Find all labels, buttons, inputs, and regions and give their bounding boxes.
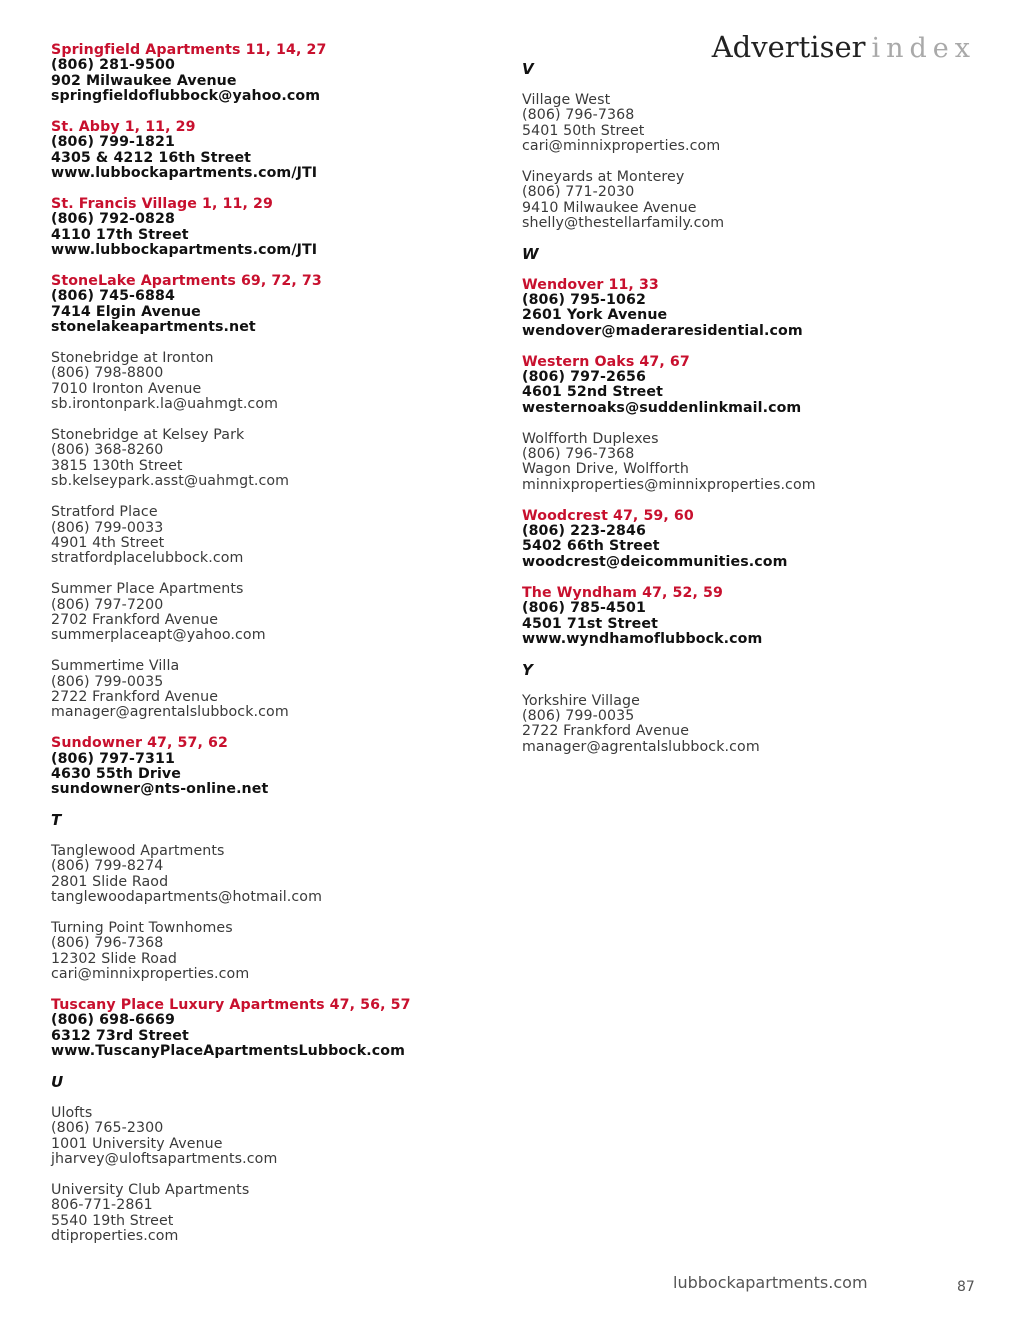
advertiser-contact[interactable]: www.lubbockapartments.com/JTI (51, 165, 318, 182)
advertiser-name: St. Francis Village 1, 11, 29 (51, 196, 273, 213)
advertiser-phone: (806) 796-7368 (522, 107, 635, 124)
header-title: Advertiser (711, 30, 866, 64)
advertiser-contact[interactable]: minnixproperties@minnixproperties.com (522, 476, 816, 493)
advertiser-address: 7010 Ironton Avenue (51, 380, 202, 397)
advertiser-name: St. Abby 1, 11, 29 (51, 119, 196, 136)
section-letter-u: U (51, 1073, 64, 1091)
advertiser-contact[interactable]: summerplaceapt@yahoo.com (51, 627, 266, 644)
advertiser-address: 5401 50th Street (522, 122, 645, 139)
advertiser-contact[interactable]: stratfordplacelubbock.com (51, 550, 244, 567)
advertiser-phone: (806) 795-1062 (522, 292, 646, 309)
advertiser-entry (51, 197, 491, 259)
advertiser-contact[interactable]: springfieldoflubbock@yahoo.com (51, 88, 321, 105)
advertiser-phone: (806) 799-0035 (51, 673, 164, 690)
advertiser-phone: (806) 799-1821 (51, 134, 175, 151)
advertiser-address: 902 Milwaukee Avenue (51, 72, 237, 89)
page-header (712, 30, 976, 64)
advertiser-phone: (806) 223-2846 (522, 523, 646, 540)
advertiser-phone: (806) 368-8260 (51, 442, 164, 459)
advertiser-name: Vineyards at Monterey (522, 168, 685, 185)
advertiser-contact[interactable]: tanglewoodapartments@hotmail.com (51, 889, 323, 906)
advertiser-name: Springfield Apartments 11, 14, 27 (51, 42, 327, 58)
advertiser-entry (51, 659, 491, 721)
advertiser-address: 6312 73rd Street (51, 1027, 189, 1044)
advertiser-entry (51, 1106, 491, 1168)
advertiser-address: 9410 Milwaukee Avenue (522, 199, 697, 216)
advertiser-name: Stratford Place (51, 504, 158, 521)
advertiser-contact[interactable]: www.lubbockapartments.com/JTI (51, 242, 318, 259)
section-letter-t: T (51, 811, 62, 830)
advertiser-phone: 806-771-2861 (51, 1197, 153, 1214)
advertiser-phone: (806) 797-2656 (522, 369, 646, 386)
advertiser-address: 4630 55th Drive (51, 765, 181, 782)
advertiser-phone: (806) 785-4501 (522, 600, 646, 617)
page-number: 87 (957, 1279, 975, 1295)
advertiser-address: 2801 Slide Raod (51, 873, 169, 890)
advertiser-address: 12302 Slide Road (51, 950, 177, 967)
section-y (522, 694, 962, 756)
advertiser-address: 2722 Frankford Avenue (51, 688, 219, 705)
advertiser-address: 4501 71st Street (522, 615, 658, 632)
advertiser-contact[interactable]: sundowner@nts-online.net (51, 781, 269, 798)
advertiser-name: Tanglewood Apartments (51, 842, 225, 859)
advertiser-entry (522, 432, 962, 494)
advertiser-name: University Club Apartments (51, 1181, 250, 1198)
advertiser-contact[interactable]: cari@minnixproperties.com (522, 138, 721, 155)
advertiser-address: Wagon Drive, Wolfforth (522, 461, 689, 478)
left-column (51, 43, 491, 1260)
advertiser-address: 5402 66th Street (522, 538, 660, 555)
advertiser-name: Ulofts (51, 1104, 93, 1121)
advertiser-contact[interactable]: stonelakeapartments.net (51, 319, 256, 336)
section-t (51, 844, 491, 1060)
advertiser-name: Stonebridge at Kelsey Park (51, 427, 245, 444)
advertiser-contact[interactable]: jharvey@uloftsapartments.com (51, 1151, 278, 1168)
advertiser-phone: (806) 745-6884 (51, 288, 175, 305)
right-column (522, 62, 962, 771)
advertiser-contact[interactable]: cari@minnixproperties.com (51, 966, 250, 983)
advertiser-phone: (806) 698-6669 (51, 1012, 175, 1029)
advertiser-address: 4305 & 4212 16th Street (51, 149, 252, 166)
advertiser-name: StoneLake Apartments 69, 72, 73 (51, 273, 322, 290)
advertiser-address: 7414 Elgin Avenue (51, 303, 201, 320)
advertiser-entry (51, 736, 491, 798)
advertiser-phone: (806) 797-7311 (51, 750, 175, 767)
advertiser-name: Wendover 11, 33 (522, 276, 659, 293)
advertiser-entry (522, 93, 962, 155)
advertiser-entry (51, 428, 491, 490)
advertiser-address: 2601 York Avenue (522, 307, 668, 324)
advertiser-contact[interactable]: manager@agrentalslubbock.com (522, 738, 760, 755)
advertiser-contact[interactable]: manager@agrentalslubbock.com (51, 704, 289, 721)
advertiser-phone: (806) 798-8800 (51, 365, 164, 382)
advertiser-contact[interactable]: shelly@thestellarfamily.com (522, 215, 725, 232)
advertiser-phone: (806) 281-9500 (51, 57, 175, 74)
advertiser-entry (51, 274, 491, 336)
advertiser-address: 2722 Frankford Avenue (522, 723, 690, 740)
advertiser-phone: (806) 765-2300 (51, 1120, 164, 1137)
advertiser-entry (522, 586, 962, 648)
advertiser-entry (51, 43, 491, 105)
section-s (51, 43, 491, 798)
advertiser-entry (522, 509, 962, 571)
advertiser-contact[interactable]: wendover@maderaresidential.com (522, 322, 803, 339)
footer-url: lubbockapartments.com (673, 1273, 868, 1292)
advertiser-phone: (806) 792-0828 (51, 211, 175, 228)
advertiser-name: Stonebridge at Ironton (51, 350, 214, 367)
advertiser-name: The Wyndham 47, 52, 59 (522, 584, 723, 601)
advertiser-contact[interactable]: westernoaks@suddenlinkmail.com (522, 399, 802, 416)
advertiser-name: Turning Point Townhomes (51, 919, 233, 936)
header-subtitle: index (871, 33, 976, 64)
advertiser-address: 3815 130th Street (51, 457, 183, 474)
advertiser-phone: (806) 771-2030 (522, 184, 635, 201)
advertiser-name: Village West (522, 91, 611, 108)
advertiser-entry (522, 355, 962, 417)
advertiser-name: Sundowner 47, 57, 62 (51, 735, 228, 752)
advertiser-contact[interactable]: sb.irontonpark.la@uahmgt.com (51, 396, 279, 413)
advertiser-contact[interactable]: www.wyndhamoflubbock.com (522, 630, 763, 647)
section-u (51, 1106, 491, 1245)
section-letter-y: Y (522, 660, 533, 679)
advertiser-entry (51, 998, 491, 1060)
advertiser-name: Tuscany Place Luxury Apartments 47, 56, 57 (51, 996, 411, 1013)
advertiser-entry (522, 694, 962, 756)
advertiser-name: Yorkshire Village (522, 692, 640, 709)
section-w (522, 278, 962, 648)
advertiser-phone: (806) 799-0033 (51, 519, 164, 536)
advertiser-address: 5540 19th Street (51, 1212, 174, 1229)
advertiser-entry (51, 582, 491, 644)
advertiser-address: 4110 17th Street (51, 226, 189, 243)
advertiser-entry (51, 120, 491, 182)
advertiser-name: Summer Place Apartments (51, 581, 244, 598)
advertiser-entry (522, 170, 962, 232)
advertiser-entry (51, 351, 491, 413)
advertiser-name: Wolfforth Duplexes (522, 430, 659, 447)
advertiser-contact[interactable]: sb.kelseypark.asst@uahmgt.com (51, 473, 290, 490)
advertiser-entry (522, 278, 962, 340)
advertiser-contact[interactable]: dtiproperties.com (51, 1228, 179, 1245)
advertiser-name: Woodcrest 47, 59, 60 (522, 507, 694, 524)
section-v (522, 93, 962, 232)
advertiser-name: Summertime Villa (51, 658, 180, 675)
advertiser-phone: (806) 796-7368 (51, 935, 164, 952)
advertiser-address: 2702 Frankford Avenue (51, 611, 219, 628)
advertiser-address: 4601 52nd Street (522, 384, 663, 401)
advertiser-phone: (806) 796-7368 (522, 446, 635, 463)
advertiser-entry (51, 505, 491, 567)
advertiser-entry (51, 844, 491, 906)
advertiser-name: Western Oaks 47, 67 (522, 353, 690, 370)
advertiser-contact[interactable]: woodcrest@deicommunities.com (522, 553, 788, 570)
advertiser-address: 4901 4th Street (51, 534, 165, 551)
advertiser-contact[interactable]: www.TuscanyPlaceApartmentsLubbock.com (51, 1043, 405, 1060)
advertiser-phone: (806) 797-7200 (51, 596, 164, 613)
section-letter-v: V (522, 60, 534, 78)
advertiser-entry (51, 921, 491, 983)
advertiser-phone: (806) 799-8274 (51, 858, 164, 875)
section-letter-w: W (522, 244, 539, 263)
advertiser-entry (51, 1183, 491, 1245)
advertiser-phone: (806) 799-0035 (522, 707, 635, 724)
advertiser-address: 1001 University Avenue (51, 1135, 223, 1152)
